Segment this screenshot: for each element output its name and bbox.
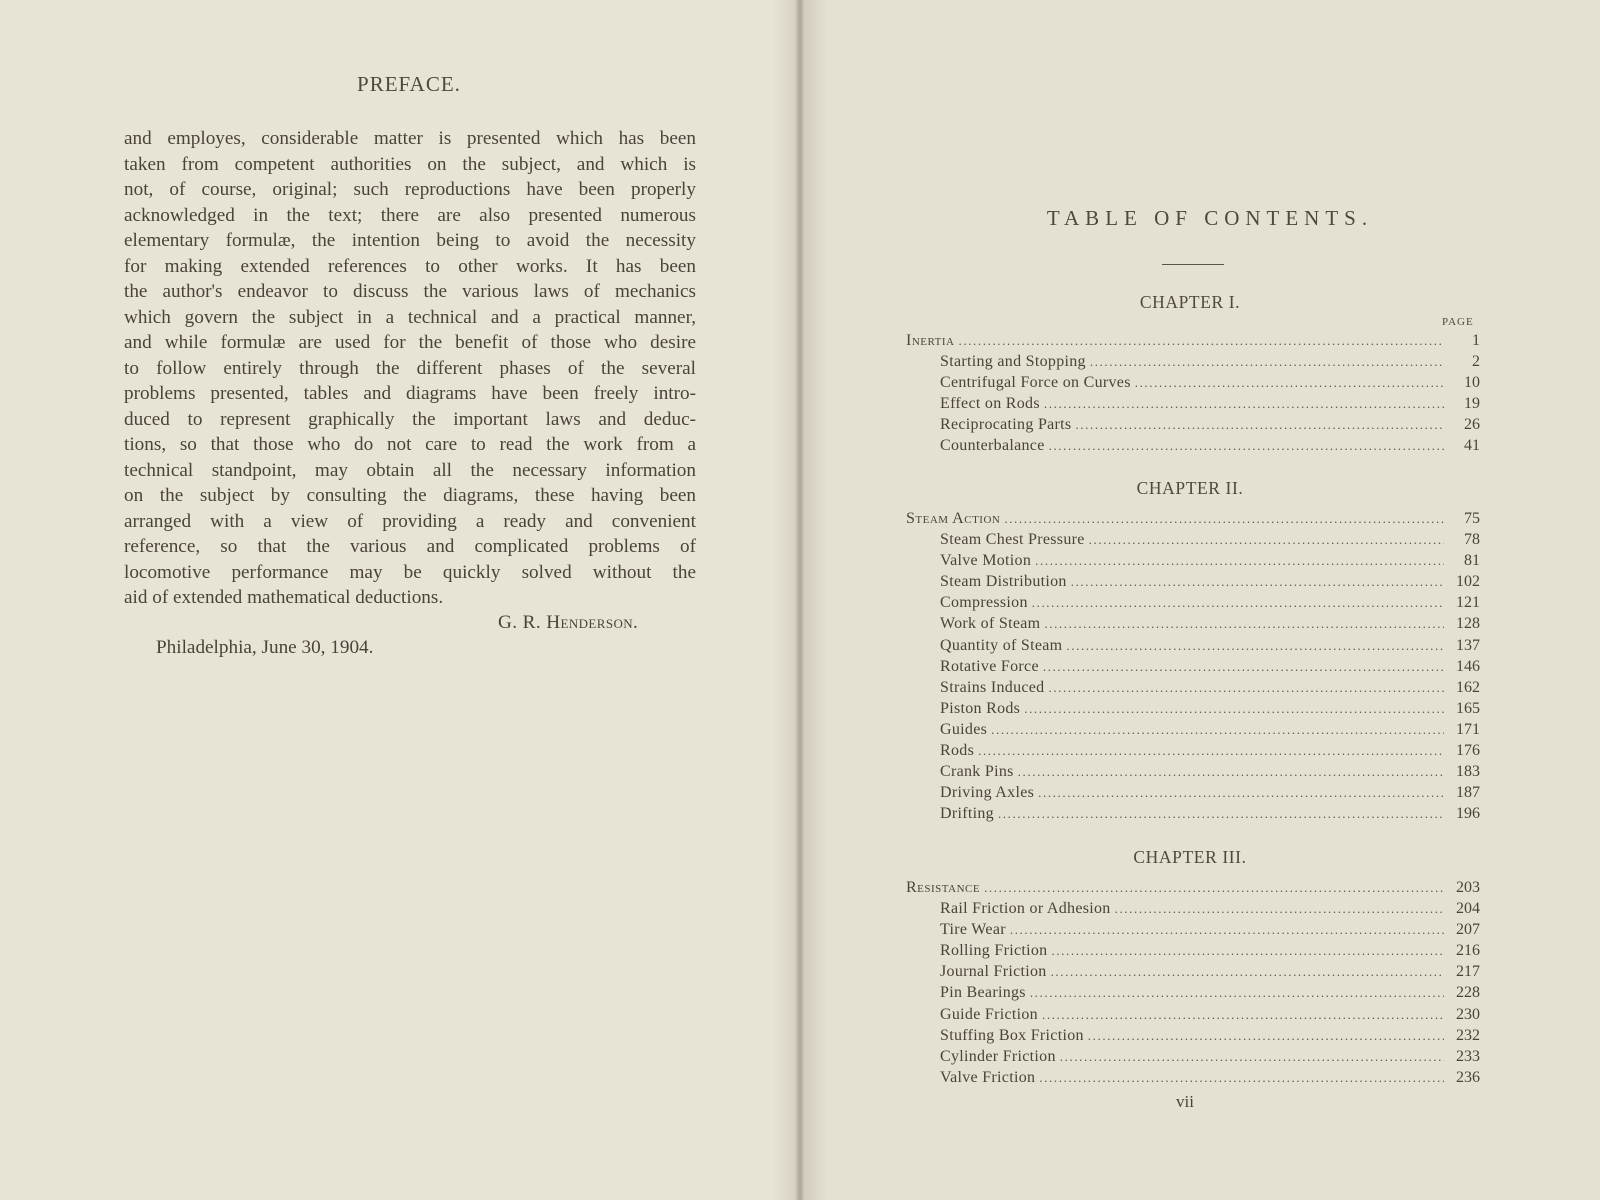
- preface-line: on the subject by consulting the diagrams, these having been: [124, 485, 696, 506]
- dot-leader: [1071, 574, 1444, 590]
- toc-entry-title: Effect on Rods: [940, 395, 1040, 413]
- toc-entry-page: 26: [1464, 416, 1480, 434]
- toc-entry: [906, 721, 1480, 742]
- toc-entry-page: 2: [1472, 353, 1480, 371]
- toc-entry-page: 78: [1464, 531, 1480, 549]
- toc-entry-title: Centrifugal Force on Curves: [940, 374, 1131, 392]
- toc-entry-page: 232: [1456, 1026, 1480, 1044]
- preface-line: aid of extended mathematical deductions.: [124, 587, 444, 608]
- toc-entry: [906, 374, 1480, 395]
- toc-entry-page: 1: [1472, 332, 1480, 349]
- toc-entry-page: 81: [1464, 552, 1480, 570]
- toc-entry-title: Stuffing Box Friction: [940, 1026, 1084, 1044]
- toc-entry-title: Drifting: [940, 805, 994, 823]
- toc-entry-title: Steam Chest Pressure: [940, 531, 1085, 549]
- dot-leader: [1088, 1028, 1444, 1044]
- toc-entry-page: 165: [1456, 699, 1480, 717]
- toc-entry-title: Compression: [940, 594, 1028, 612]
- toc-entry-page: 137: [1456, 636, 1480, 654]
- preface-body: [124, 126, 696, 611]
- book-gutter: [772, 0, 828, 1200]
- toc-entry-page: 162: [1456, 678, 1480, 696]
- dot-leader: [1066, 638, 1444, 654]
- page-column-label: PAGE: [1442, 316, 1474, 328]
- toc-entry: [906, 615, 1480, 636]
- title-rule: [1162, 264, 1224, 265]
- toc-entry-title: Rods: [940, 742, 975, 760]
- preface-line: acknowledged in the text; there are also presented numerous: [124, 204, 696, 226]
- toc-entry-title: Counterbalance: [940, 437, 1045, 455]
- dot-leader: [1039, 1070, 1444, 1086]
- preface-line: reference, so that the various and complicated problems of: [124, 536, 696, 557]
- dot-leader: [1075, 417, 1444, 433]
- toc-entry-title: Quantity of Steam: [940, 636, 1063, 654]
- toc-entry: [906, 763, 1480, 784]
- toc-entry-title: Cylinder Friction: [940, 1047, 1056, 1065]
- toc-entry-page: 216: [1456, 942, 1480, 960]
- toc-entry-page: 10: [1464, 374, 1480, 392]
- toc-entry-page: 75: [1464, 510, 1480, 527]
- dot-leader: [1049, 438, 1444, 454]
- toc-entry-page: 203: [1456, 879, 1480, 896]
- toc-entry: [906, 900, 1480, 921]
- dot-leader: [1051, 943, 1444, 959]
- toc-entry: [906, 963, 1480, 984]
- toc-entry-title: Rolling Friction: [940, 942, 1048, 960]
- toc-entry-page: 236: [1456, 1068, 1480, 1086]
- toc-entry-page: 204: [1456, 900, 1480, 918]
- toc-entry: [906, 552, 1480, 573]
- dot-leader: [998, 806, 1444, 822]
- toc-entry-title: Inertia: [906, 332, 955, 349]
- dot-leader: [1044, 616, 1444, 632]
- toc-entry-page: 207: [1456, 921, 1480, 939]
- preface-line: which govern the subject in a technical and a practical manner,: [124, 306, 696, 328]
- page-number: vii: [1176, 1092, 1194, 1111]
- toc-entry: [906, 573, 1480, 594]
- chapter-1-entries: [906, 332, 1480, 459]
- preface-line: for making extended references to other works. It has been: [124, 255, 696, 277]
- dot-leader: [1004, 511, 1444, 527]
- toc-entry-page: 183: [1456, 763, 1480, 781]
- toc-entry: [906, 332, 1480, 353]
- place-date: Philadelphia, June 30, 1904.: [156, 637, 374, 658]
- toc-entry-title: Steam Distribution: [940, 573, 1067, 591]
- toc-title: TABLE OF CONTENTS.: [1046, 206, 1374, 230]
- dot-leader: [1089, 532, 1444, 548]
- toc-entry-title: Driving Axles: [940, 784, 1035, 802]
- preface-line: problems presented, tables and diagrams have been freely intro-: [124, 383, 696, 404]
- preface-line: elementary formulæ, the intention being to avoid the necessity: [124, 230, 696, 251]
- toc-entry-page: 196: [1456, 805, 1480, 823]
- dot-leader: [1048, 680, 1444, 696]
- toc-entry-title: Tire Wear: [940, 921, 1006, 939]
- dot-leader: [1030, 985, 1444, 1001]
- toc-entry: [906, 1027, 1480, 1048]
- toc-entry: [906, 416, 1480, 437]
- toc-entry: [906, 879, 1480, 900]
- chapter-3-entries: [906, 879, 1480, 1090]
- dot-leader: [1010, 922, 1444, 938]
- toc-entry-title: Work of Steam: [940, 615, 1041, 633]
- toc-entry-title: Piston Rods: [940, 699, 1021, 717]
- dot-leader: [1042, 1007, 1444, 1023]
- dot-leader: [1051, 964, 1444, 980]
- chapter-heading: CHAPTER III.: [1133, 847, 1247, 867]
- toc-entry-page: 19: [1464, 395, 1480, 413]
- chapter-heading: CHAPTER II.: [1136, 478, 1244, 498]
- preface-line: the author's endeavor to discuss the various laws of mechanics: [124, 281, 696, 302]
- toc-entry-title: Rotative Force: [940, 657, 1039, 675]
- preface-heading: PREFACE.: [357, 72, 461, 96]
- toc-entry: [906, 700, 1480, 721]
- dot-leader: [1090, 354, 1444, 370]
- toc-entry-page: 176: [1456, 742, 1480, 760]
- dot-leader: [1038, 785, 1444, 801]
- toc-entry-page: 146: [1456, 657, 1480, 675]
- toc-entry: [906, 395, 1480, 416]
- toc-entry-page: 230: [1456, 1005, 1480, 1023]
- preface-line: taken from competent authorities on the subject, and which is: [124, 153, 696, 175]
- toc-entry-title: Starting and Stopping: [940, 353, 1086, 371]
- dot-leader: [1018, 764, 1444, 780]
- toc-entry-page: 171: [1456, 720, 1480, 738]
- toc-entry-title: Pin Bearings: [940, 984, 1026, 1002]
- toc-entry-title: Strains Induced: [940, 678, 1045, 696]
- toc-entry-page: 233: [1456, 1047, 1480, 1065]
- toc-entry: [906, 1069, 1480, 1090]
- toc-entry: [906, 679, 1480, 700]
- toc-entry-title: Resistance: [906, 879, 981, 896]
- toc-entry: [906, 531, 1480, 552]
- toc-entry: [906, 805, 1480, 826]
- toc-entry: [906, 1048, 1480, 1069]
- toc-entry-title: Reciprocating Parts: [940, 416, 1072, 434]
- toc-entry: [906, 510, 1480, 531]
- dot-leader: [1060, 1049, 1444, 1065]
- toc-entry: [906, 637, 1480, 658]
- toc-entry-title: Journal Friction: [940, 963, 1047, 981]
- toc-entry-page: 41: [1464, 437, 1480, 455]
- dot-leader: [1035, 553, 1444, 569]
- dot-leader: [959, 333, 1445, 349]
- dot-leader: [1135, 375, 1444, 391]
- toc-entry-page: 128: [1456, 615, 1480, 633]
- dot-leader: [1043, 659, 1444, 675]
- preface-line: locomotive performance may be quickly solved without the: [124, 561, 696, 583]
- toc-entry-title: Valve Friction: [940, 1068, 1036, 1086]
- toc-entry: [906, 1006, 1480, 1027]
- preface-line: tions, so that those who do not care to read the work from a: [124, 434, 696, 455]
- toc-entry-title: Crank Pins: [940, 763, 1014, 781]
- preface-line: technical standpoint, may obtain all the necessary information: [124, 459, 696, 481]
- dot-leader: [1044, 396, 1444, 412]
- dot-leader: [978, 743, 1444, 759]
- preface-line: to follow entirely through the different phases of the several: [124, 357, 696, 379]
- preface-line: and employes, considerable matter is presented which has been: [124, 128, 696, 149]
- chapter-heading: CHAPTER I.: [1139, 292, 1241, 312]
- toc-entry-page: 102: [1456, 573, 1480, 591]
- toc-entry-page: 228: [1456, 984, 1480, 1002]
- toc-entry-page: 217: [1456, 963, 1480, 981]
- chapter-2-entries: [906, 510, 1480, 826]
- toc-entry-page: 187: [1456, 784, 1480, 802]
- toc-entry-title: Guides: [940, 720, 988, 738]
- dot-leader: [991, 722, 1444, 738]
- toc-entry: [906, 658, 1480, 679]
- toc-entry-title: Guide Friction: [940, 1005, 1038, 1023]
- toc-entry: [906, 984, 1480, 1005]
- toc-entry-title: Rail Friction or Adhesion: [940, 900, 1111, 918]
- preface-line: duced to represent graphically the important laws and deduc-: [124, 408, 696, 430]
- toc-entry: [906, 594, 1480, 615]
- preface-line: arranged with a view of providing a ready and convenient: [124, 510, 696, 532]
- toc-entry: [906, 742, 1480, 763]
- dot-leader: [984, 880, 1444, 896]
- author-signature: G. R. Henderson.: [498, 612, 639, 633]
- toc-entry: [906, 437, 1480, 458]
- toc-entry: [906, 784, 1480, 805]
- preface-line: and while formulæ are used for the benefit of those who desire: [124, 332, 696, 353]
- dot-leader: [1032, 595, 1444, 611]
- toc-entry: [906, 921, 1480, 942]
- toc-entry: [906, 353, 1480, 374]
- toc-entry-title: Steam Action: [906, 510, 1001, 527]
- toc-entry-title: Valve Motion: [940, 552, 1032, 570]
- toc-entry: [906, 942, 1480, 963]
- dot-leader: [1024, 701, 1444, 717]
- toc-entry-page: 121: [1456, 594, 1480, 612]
- dot-leader: [1115, 901, 1444, 917]
- preface-line: not, of course, original; such reproductions have been properly: [124, 179, 696, 200]
